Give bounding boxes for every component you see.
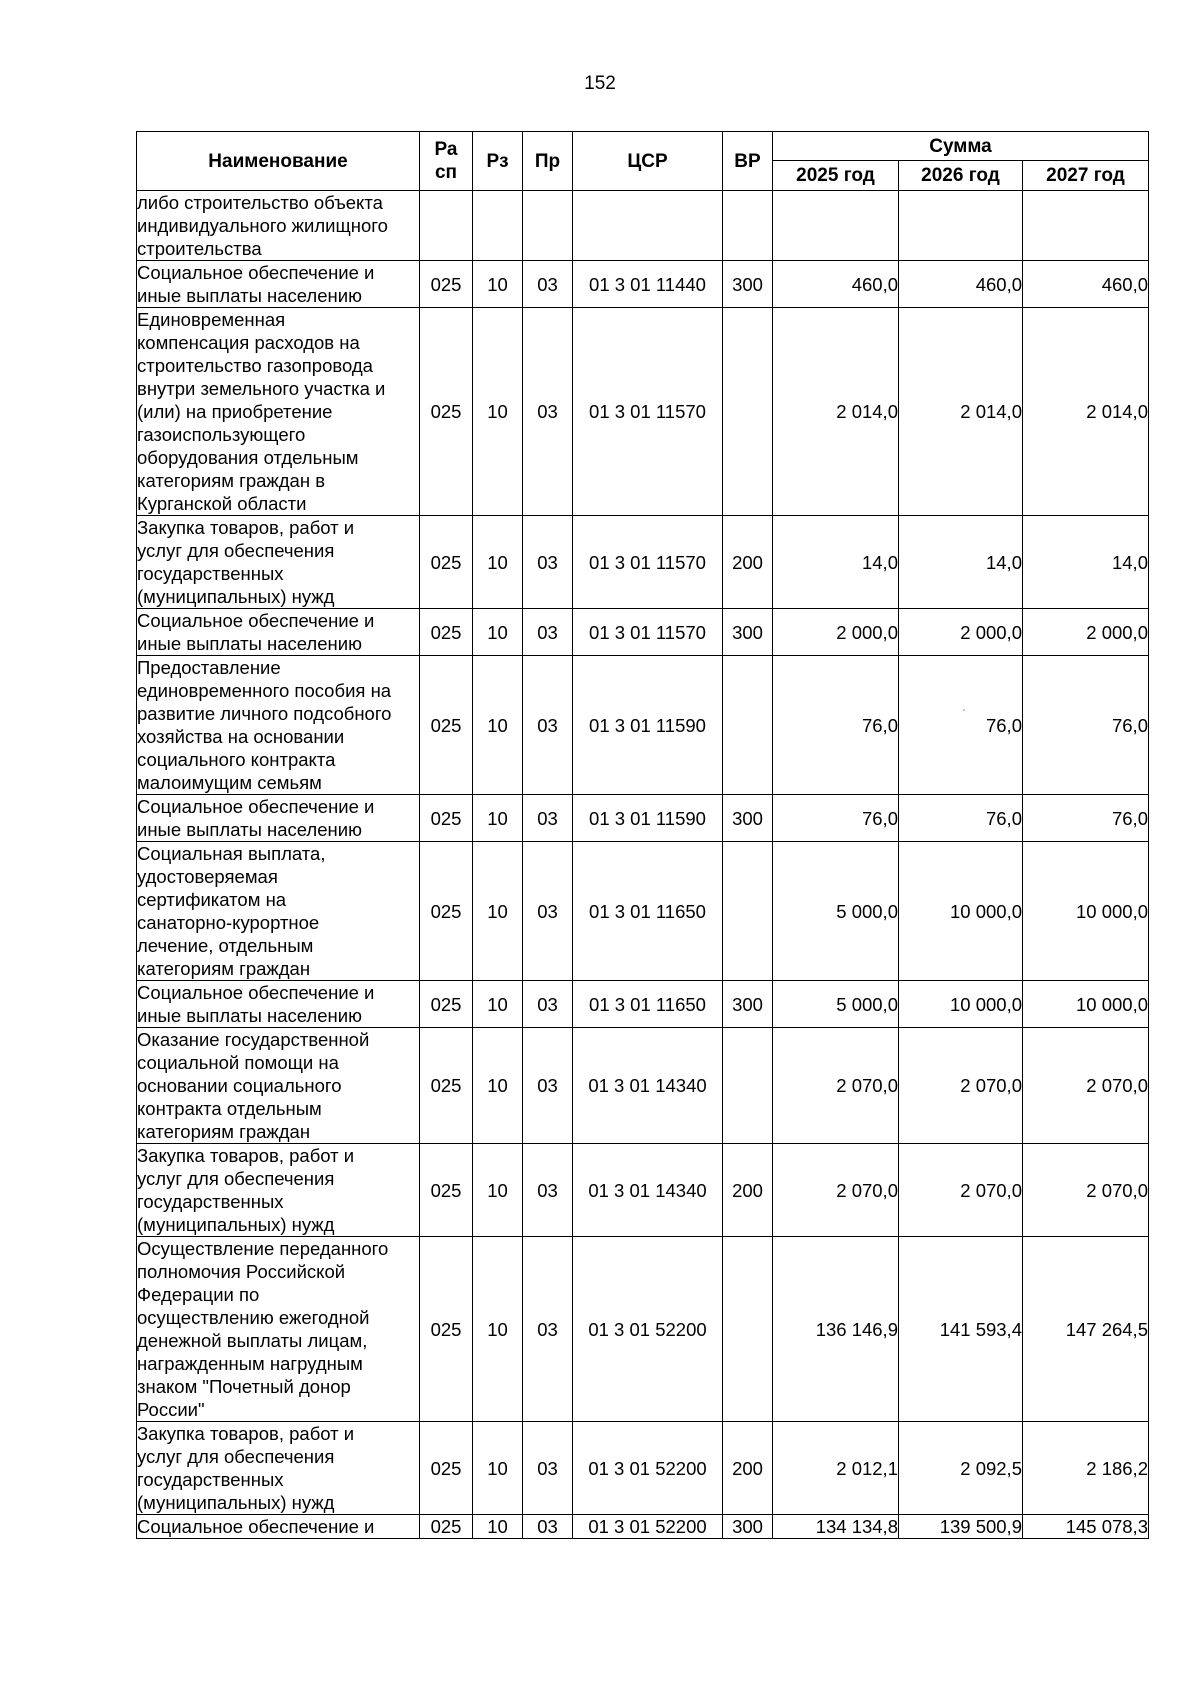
name-line: полномочия Российской (137, 1261, 346, 1282)
cell-sum-2026: 2 014,0 (899, 308, 1023, 516)
table-row (137, 261, 1149, 308)
name-line: Закупка товаров, работ и (137, 1423, 355, 1444)
cell-rz: 10 (473, 609, 523, 656)
cell-rasp: 025 (420, 261, 473, 308)
cell-rasp: 025 (420, 1422, 473, 1515)
cell-sum-2027: 145 078,3 (1023, 1515, 1149, 1539)
cell-csr: 01 3 01 11440 (573, 261, 723, 308)
cell-rasp: 025 (420, 516, 473, 609)
cell-csr: 01 3 01 11650 (573, 842, 723, 981)
cell-rz: 10 (473, 1422, 523, 1515)
cell-rasp: 025 (420, 795, 473, 842)
cell-rz: 10 (473, 1515, 523, 1539)
table-row (137, 1028, 1149, 1144)
cell-rz: 10 (473, 516, 523, 609)
name-line: иные выплаты населению (137, 1005, 362, 1026)
name-line: награжденным нагрудным (137, 1353, 363, 1374)
page-number: 152 (584, 73, 616, 94)
cell-csr: 01 3 01 52200 (573, 1422, 723, 1515)
cell-vr (723, 308, 773, 516)
name-line: иные выплаты населению (137, 285, 362, 306)
name-line: России" (137, 1399, 205, 1420)
cell-vr (723, 842, 773, 981)
cell-rasp: 025 (420, 656, 473, 795)
cell-sum-2027: 460,0 (1023, 261, 1149, 308)
cell-sum-2026: 10 000,0 (899, 981, 1023, 1028)
name-line: Единовременная (137, 309, 286, 330)
name-line: государственных (137, 1191, 284, 1212)
table-body (137, 191, 1149, 1539)
cell-vr (723, 191, 773, 261)
cell-rz: 10 (473, 1028, 523, 1144)
name-line: Курганской области (137, 493, 307, 514)
header-rasp (420, 132, 473, 191)
table-row (137, 191, 1149, 261)
name-line: Социальное обеспечение и (137, 796, 375, 817)
name-line: иные выплаты населению (137, 819, 362, 840)
name-line: внутри земельного участка и (137, 378, 386, 399)
cell-rasp: 025 (420, 1144, 473, 1237)
cell-sum-2025: 5 000,0 (773, 981, 899, 1028)
cell-sum-2025: 2 000,0 (773, 609, 899, 656)
header-name: Наименование (137, 132, 420, 191)
cell-rasp (420, 191, 473, 261)
cell-sum-2027: 76,0 (1023, 656, 1149, 795)
cell-csr: 01 3 01 14340 (573, 1144, 723, 1237)
cell-name (137, 1028, 420, 1144)
name-line: (или) на приобретение (137, 401, 333, 422)
table-row (137, 609, 1149, 656)
name-line: индивидуального жилищного (137, 215, 388, 236)
cell-sum-2025: 5 000,0 (773, 842, 899, 981)
cell-rasp: 025 (420, 1515, 473, 1539)
cell-sum-2026: 76,0 (899, 795, 1023, 842)
cell-rz: 10 (473, 1237, 523, 1422)
name-line: Социальное обеспечение и (137, 982, 375, 1003)
name-line: единовременного пособия на (137, 680, 392, 701)
name-line: строительства (137, 238, 262, 259)
header-vr: ВР (723, 132, 773, 191)
cell-sum-2025: 76,0 (773, 795, 899, 842)
cell-vr: 300 (723, 795, 773, 842)
cell-csr: 01 3 01 11590 (573, 656, 723, 795)
name-line: Социальная выплата, (137, 843, 326, 864)
name-line: услуг для обеспечения (137, 1446, 335, 1467)
table-header (137, 132, 1149, 191)
cell-name (137, 191, 420, 261)
cell-rz: 10 (473, 981, 523, 1028)
cell-csr: 01 3 01 11650 (573, 981, 723, 1028)
cell-pr: 03 (523, 842, 573, 981)
cell-name (137, 1515, 420, 1539)
cell-pr: 03 (523, 1028, 573, 1144)
header-2027: 2027 год (1023, 161, 1149, 191)
cell-sum-2025: 2 070,0 (773, 1028, 899, 1144)
cell-sum-2026: 2 070,0 (899, 1028, 1023, 1144)
table-row (137, 981, 1149, 1028)
name-line: Закупка товаров, работ и (137, 1145, 355, 1166)
cell-name (137, 981, 420, 1028)
name-line: (муниципальных) нужд (137, 1492, 335, 1513)
cell-rasp: 025 (420, 609, 473, 656)
cell-pr: 03 (523, 1422, 573, 1515)
name-line: социального контракта (137, 749, 336, 770)
cell-name (137, 1237, 420, 1422)
cell-vr (723, 1237, 773, 1422)
cell-rz: 10 (473, 795, 523, 842)
cell-sum-2025: 14,0 (773, 516, 899, 609)
cell-sum-2025: 134 134,8 (773, 1515, 899, 1539)
cell-csr: 01 3 01 11570 (573, 609, 723, 656)
name-line: санаторно-курортное (137, 912, 320, 933)
name-line: осуществлению ежегодной (137, 1307, 370, 1328)
table-row (137, 516, 1149, 609)
name-line: развитие личного подсобного (137, 703, 392, 724)
cell-csr: 01 3 01 52200 (573, 1515, 723, 1539)
cell-sum-2027: 10 000,0 (1023, 981, 1149, 1028)
cell-sum-2026: 460,0 (899, 261, 1023, 308)
name-line: лечение, отдельным (137, 935, 314, 956)
name-line: Социальное обеспечение и (137, 1516, 375, 1537)
cell-name (137, 1144, 420, 1237)
header-csr: ЦСР (573, 132, 723, 191)
cell-sum-2026: 2 070,0 (899, 1144, 1023, 1237)
table-row (137, 308, 1149, 516)
name-line: хозяйства на основании (137, 726, 345, 747)
name-line: денежной выплаты лицам, (137, 1330, 368, 1351)
cell-sum-2026: 2 092,5 (899, 1422, 1023, 1515)
budget-table (136, 131, 1149, 1539)
name-line: удостоверяемая (137, 866, 278, 887)
name-line: Социальное обеспечение и (137, 262, 375, 283)
cell-sum-2026: 10 000,0 (899, 842, 1023, 981)
name-line: строительство газопровода (137, 355, 373, 376)
cell-csr (573, 191, 723, 261)
cell-name (137, 795, 420, 842)
name-line: категориям граждан в (137, 470, 326, 491)
name-line: Социальное обеспечение и (137, 610, 375, 631)
cell-rasp: 025 (420, 842, 473, 981)
cell-vr: 200 (723, 1144, 773, 1237)
cell-sum-2027: 2 070,0 (1023, 1028, 1149, 1144)
cell-sum-2027: 76,0 (1023, 795, 1149, 842)
cell-vr: 300 (723, 1515, 773, 1539)
cell-csr: 01 3 01 11590 (573, 795, 723, 842)
header-rz: Рз (473, 132, 523, 191)
cell-sum-2027 (1023, 191, 1149, 261)
header-rasp-line2: сп (434, 162, 458, 183)
cell-sum-2027: 147 264,5 (1023, 1237, 1149, 1422)
cell-csr: 01 3 01 14340 (573, 1028, 723, 1144)
name-line: иные выплаты населению (137, 633, 362, 654)
name-line: Осуществление переданного (137, 1238, 389, 1259)
scan-speck: ˏ (962, 701, 966, 712)
cell-sum-2025: 2 014,0 (773, 308, 899, 516)
cell-csr: 01 3 01 11570 (573, 516, 723, 609)
name-line: компенсация расходов на (137, 332, 360, 353)
cell-rz: 10 (473, 308, 523, 516)
cell-sum-2026 (899, 191, 1023, 261)
cell-name (137, 609, 420, 656)
name-line: (муниципальных) нужд (137, 586, 335, 607)
cell-pr: 03 (523, 516, 573, 609)
cell-rasp: 025 (420, 1237, 473, 1422)
cell-rz: 10 (473, 1144, 523, 1237)
cell-pr: 03 (523, 1515, 573, 1539)
name-line: Оказание государственной (137, 1029, 370, 1050)
cell-vr: 300 (723, 261, 773, 308)
name-line: сертификатом на (137, 889, 287, 910)
table-row (137, 842, 1149, 981)
cell-name (137, 261, 420, 308)
cell-sum-2025 (773, 191, 899, 261)
header-rasp-line1: Ра (434, 139, 458, 160)
cell-sum-2025: 2 012,1 (773, 1422, 899, 1515)
cell-rz: 10 (473, 842, 523, 981)
cell-rasp: 025 (420, 1028, 473, 1144)
name-line: газоиспользующего (137, 424, 306, 445)
cell-name (137, 656, 420, 795)
cell-vr (723, 1028, 773, 1144)
name-line: категориям граждан (137, 1121, 311, 1142)
name-line: услуг для обеспечения (137, 540, 335, 561)
cell-rz (473, 191, 523, 261)
cell-vr (723, 656, 773, 795)
name-line: категориям граждан (137, 958, 311, 979)
cell-vr: 200 (723, 1422, 773, 1515)
name-line: государственных (137, 563, 284, 584)
name-line: основании социального (137, 1075, 342, 1096)
cell-vr: 200 (723, 516, 773, 609)
table-row (137, 1422, 1149, 1515)
cell-csr: 01 3 01 11570 (573, 308, 723, 516)
name-line: Предоставление (137, 657, 281, 678)
cell-vr: 300 (723, 981, 773, 1028)
name-line: либо строительство объекта (137, 192, 383, 213)
cell-name (137, 842, 420, 981)
cell-sum-2027: 2 000,0 (1023, 609, 1149, 656)
cell-sum-2026: 76,0 (899, 656, 1023, 795)
table-row (137, 1515, 1149, 1539)
name-line: социальной помощи на (137, 1052, 339, 1073)
cell-sum-2027: 2 186,2 (1023, 1422, 1149, 1515)
cell-sum-2025: 2 070,0 (773, 1144, 899, 1237)
cell-sum-2026: 139 500,9 (899, 1515, 1023, 1539)
cell-name (137, 516, 420, 609)
header-sum: Сумма (773, 132, 1149, 161)
header-2026: 2026 год (899, 161, 1023, 191)
cell-pr: 03 (523, 1144, 573, 1237)
name-line: знаком "Почетный донор (137, 1376, 351, 1397)
cell-name (137, 308, 420, 516)
cell-sum-2026: 2 000,0 (899, 609, 1023, 656)
name-line: Федерации по (137, 1284, 260, 1305)
cell-pr: 03 (523, 1237, 573, 1422)
cell-pr (523, 191, 573, 261)
cell-rz: 10 (473, 656, 523, 795)
header-2025: 2025 год (773, 161, 899, 191)
cell-pr: 03 (523, 656, 573, 795)
cell-rasp: 025 (420, 308, 473, 516)
name-line: контракта отдельным (137, 1098, 322, 1119)
cell-name (137, 1422, 420, 1515)
cell-vr: 300 (723, 609, 773, 656)
name-line: малоимущим семьям (137, 772, 322, 793)
name-line: (муниципальных) нужд (137, 1214, 335, 1235)
table-row (137, 1237, 1149, 1422)
cell-sum-2027: 14,0 (1023, 516, 1149, 609)
cell-sum-2025: 136 146,9 (773, 1237, 899, 1422)
cell-pr: 03 (523, 795, 573, 842)
cell-sum-2025: 460,0 (773, 261, 899, 308)
name-line: услуг для обеспечения (137, 1168, 335, 1189)
cell-pr: 03 (523, 261, 573, 308)
name-line: Закупка товаров, работ и (137, 517, 355, 538)
cell-sum-2025: 76,0 (773, 656, 899, 795)
name-line: оборудования отдельным (137, 447, 359, 468)
table-row (137, 795, 1149, 842)
cell-pr: 03 (523, 308, 573, 516)
table-row (137, 1144, 1149, 1237)
cell-sum-2026: 14,0 (899, 516, 1023, 609)
cell-sum-2027: 10 000,0 (1023, 842, 1149, 981)
cell-csr: 01 3 01 52200 (573, 1237, 723, 1422)
cell-rz: 10 (473, 261, 523, 308)
cell-pr: 03 (523, 609, 573, 656)
table-row (137, 656, 1149, 795)
cell-sum-2026: 141 593,4 (899, 1237, 1023, 1422)
cell-pr: 03 (523, 981, 573, 1028)
name-line: государственных (137, 1469, 284, 1490)
cell-sum-2027: 2 070,0 (1023, 1144, 1149, 1237)
cell-rasp: 025 (420, 981, 473, 1028)
cell-sum-2027: 2 014,0 (1023, 308, 1149, 516)
header-pr: Пр (523, 132, 573, 191)
